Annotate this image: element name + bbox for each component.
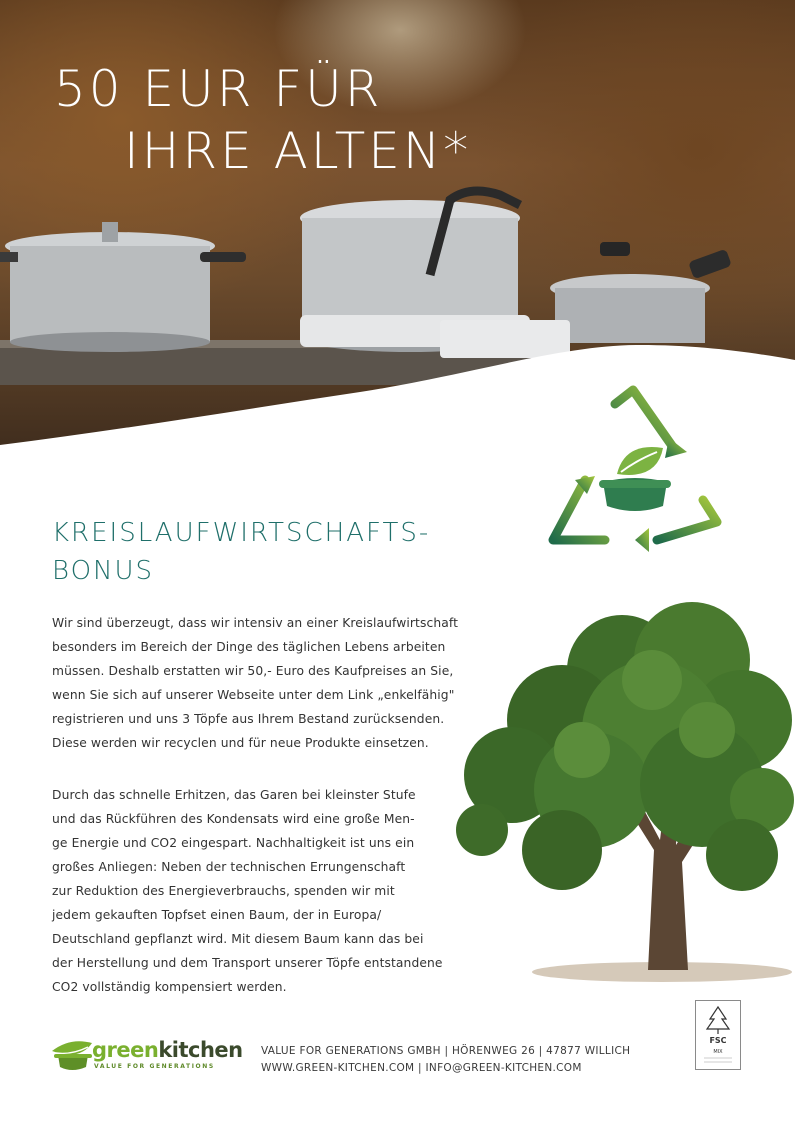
text-line: CO2 vollständig kompensiert werden.: [52, 980, 287, 994]
paragraph-bonus: [52, 611, 472, 755]
headline-line-1: 50 EUR FÜR: [54, 60, 383, 118]
logo-wordmark: [92, 1038, 243, 1062]
logo-tagline: VALUE FOR GENERATIONS: [94, 1063, 215, 1070]
text-line: der Herstellung und dem Transport unserer Töpfe entstandene: [52, 956, 443, 970]
text-line: großes Anliegen: Neben der technischen Errungenschaft: [52, 860, 406, 874]
hero-footnote: *nur beim Kauf eines GreenKitchen Topfsets: [45, 444, 263, 455]
tree-illustration: [452, 600, 795, 985]
section-title-line-2: BONUS: [52, 556, 155, 586]
text-line: zur Reduktion des Energieverbrauchs, spenden wir mit: [52, 884, 395, 898]
text-line: Wir sind überzeugt, dass wir intensiv an einer Kreislaufwirtschaft: [52, 616, 459, 630]
fsc-certification-icon: [695, 1000, 741, 1070]
text-line: müssen. Deshalb erstatten wir 50,- Euro des Kaufpreises an Sie,: [52, 664, 454, 678]
paragraph-sustainability: [52, 783, 472, 999]
text-line: Diese werden wir recyclen und für neue Produkte einsetzen.: [52, 736, 429, 750]
recycle-pot-leaf-icon: [545, 382, 727, 552]
contact-info: [261, 1043, 630, 1077]
fsc-label: FSC: [709, 1036, 727, 1045]
text-line: Durch das schnelle Erhitzen, das Garen bei kleinster Stufe: [52, 788, 416, 802]
logo-word-green: green: [92, 1038, 159, 1062]
text-line: registrieren und uns 3 Töpfe aus Ihrem Bestand zurücksenden.: [52, 712, 445, 726]
text-line: besonders im Bereich der Dinge des täglichen Lebens arbeiten: [52, 640, 446, 654]
text-line: Deutschland gepflanzt wird. Mit diesem Baum kann das bei: [52, 932, 424, 946]
text-line: wenn Sie sich auf unserer Webseite unter dem Link „enkelfähig": [52, 688, 455, 702]
text-line: ge Energie und CO2 eingespart. Nachhaltigkeit ist uns ein: [52, 836, 415, 850]
contact-web-email[interactable]: WWW.GREEN-KITCHEN.COM | INFO@GREEN-KITCHEN.COM: [261, 1062, 582, 1074]
section-title: [52, 514, 430, 590]
headline-line-2: IHRE ALTEN*: [124, 122, 472, 180]
hero-headline: [54, 58, 471, 182]
contact-address: VALUE FOR GENERATIONS GMBH | HÖRENWEG 26 | 47877 WILLICH: [261, 1045, 631, 1057]
section-title-line-1: KREISLAUFWIRTSCHAFTS-: [52, 518, 431, 548]
logo-word-kitchen: kitchen: [158, 1038, 243, 1062]
text-line: und das Rückführen des Kondensats wird eine große Men-: [52, 812, 415, 826]
text-line: jedem gekauften Topfset einen Baum, der in Europa/: [52, 908, 382, 922]
fsc-mix: MIX: [713, 1049, 723, 1055]
